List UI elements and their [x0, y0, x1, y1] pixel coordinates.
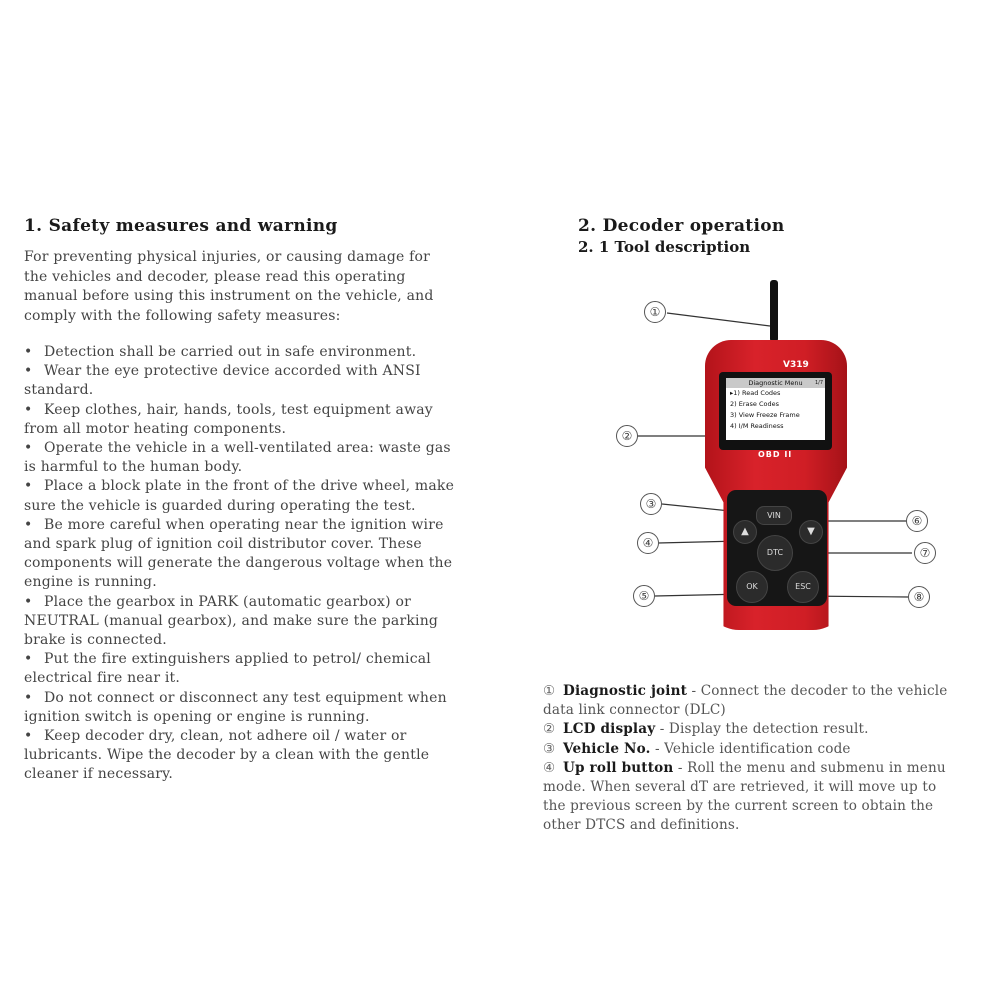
bullet-text: sure the vehicle is guarded during operating the test. [24, 497, 416, 514]
dtc-button: DTC [757, 535, 793, 571]
intro-line: comply with the following safety measures: [24, 307, 341, 324]
up-arrow-button: ▲ [733, 520, 757, 544]
description-term: LCD display [563, 721, 656, 738]
description-line [543, 778, 983, 797]
callout-4: ④ [637, 532, 659, 554]
callout-5: ⑤ [633, 585, 655, 607]
screen-menu-item: 2) Erase Codes [730, 400, 779, 408]
bullet-text: is harmful to the human body. [24, 459, 243, 476]
bullet-text: brake is connected. [24, 632, 167, 649]
callout-1: ① [644, 301, 666, 323]
callout-2: ② [616, 425, 638, 447]
bullet-text: Place the gearbox in PARK (automatic gearbox) or [44, 593, 411, 610]
description-line [543, 759, 983, 778]
bullet-text: standard. [24, 382, 94, 399]
lcd-screen [726, 378, 825, 440]
description-number: ② [543, 721, 556, 738]
bullet-text: cleaner if necessary. [24, 766, 174, 783]
callout-8: ⑧ [908, 586, 930, 608]
bullet-text: electrical fire near it. [24, 670, 181, 687]
bullet-text: Operate the vehicle in a well-ventilated area: waste gas [44, 440, 451, 457]
bullet-text: Keep clothes, hair, hands, tools, test equipment away [44, 401, 433, 418]
bullet-text: engine is running. [24, 574, 157, 591]
ok-button: OK [736, 571, 768, 603]
description-line [543, 797, 983, 816]
bullet-dot: • [24, 478, 33, 495]
intro-line: the vehicles and decoder, please read this operating [24, 268, 406, 285]
bullet-text: Wear the eye protective device accorded with ANSI [44, 363, 421, 380]
intro-line: For preventing physical injuries, or causing damage for [24, 249, 431, 265]
description-text: - Roll the menu and submenu in menu [673, 759, 946, 776]
bullet-dot: • [24, 728, 33, 745]
bullet-text: ignition switch is opening or engine is running. [24, 708, 370, 725]
bullet-dot: • [24, 363, 33, 380]
bullet-text: components will generate the dangerous voltage when the [24, 555, 453, 572]
intro-line: manual before using this instrument on the vehicle, and [24, 288, 434, 304]
bullet-text: and spark plug of ignition coil distributor cover. These [24, 536, 422, 553]
diagnostic-cable [770, 280, 778, 342]
bullet-text: Place a block plate in the front of the drive wheel, make [44, 478, 455, 495]
bullet-dot: • [24, 689, 33, 706]
screen-menu-item: ▸1) Read Codes [730, 389, 781, 397]
bullet-text: Do not connect or disconnect any test equipment when [44, 689, 447, 706]
bullet-text: from all motor heating components. [24, 420, 287, 437]
screen-title: Diagnostic Menu [748, 379, 803, 387]
model-label: V319 [783, 360, 809, 370]
screen-menu-item: 4) I/M Readiness [730, 422, 784, 430]
bullet-text: NEUTRAL (manual gearbox), and make sure the parking [24, 612, 439, 629]
bullet-text: Put the fire extinguishers applied to petrol/ chemical [44, 651, 431, 668]
obd-scanner-illustration [620, 280, 950, 640]
obd-logo: OBD II [758, 450, 793, 459]
tool-description-subtitle: 2. 1 Tool description [578, 238, 751, 256]
description-text: other DTCS and definitions. [543, 817, 740, 834]
description-line [543, 740, 983, 759]
screen-page: 1/7 [814, 380, 823, 386]
description-text: the previous screen by the current screen to obtain the [543, 798, 934, 815]
description-number: ④ [543, 759, 556, 776]
section-1-title: 1. Safety measures and warning [24, 216, 338, 236]
bullet-dot: • [24, 344, 33, 360]
callout-6: ⑥ [906, 510, 928, 532]
down-arrow-button: ▼ [799, 520, 823, 544]
callout-3: ③ [640, 493, 662, 515]
bullet-text: Keep decoder dry, clean, not adhere oil / water or [44, 728, 407, 745]
description-text: mode. When several dT are retrieved, it will move up to [543, 779, 937, 796]
description-number: ① [543, 683, 556, 699]
description-text: data link connector (DLC) [543, 702, 726, 719]
bullet-text: Detection shall be carried out in safe environment. [44, 344, 417, 360]
bullet-dot: • [24, 401, 33, 418]
description-text: - Display the detection result. [655, 721, 869, 738]
component-descriptions [543, 682, 983, 836]
vin-button: VIN [756, 506, 792, 525]
description-line [543, 682, 983, 701]
section-2-title: 2. Decoder operation [578, 216, 785, 236]
bullet-dot: • [24, 440, 33, 457]
description-line [543, 816, 983, 835]
description-text: - Vehicle identification code [650, 740, 851, 757]
bullet-text: Be more careful when operating near the ignition wire [44, 516, 444, 533]
description-term: Diagnostic joint [563, 683, 688, 699]
screen-menu-item: 3) View Freeze Frame [730, 411, 800, 419]
description-term: Vehicle No. [563, 740, 651, 757]
esc-button: ESC [787, 571, 819, 603]
screen-header [726, 378, 825, 388]
bullet-dot: • [24, 516, 33, 533]
bullet-text: lubricants. Wipe the decoder by a clean with the gentle [24, 747, 430, 764]
bullet-dot: • [24, 593, 33, 610]
description-number: ③ [543, 740, 556, 757]
description-line [543, 720, 983, 739]
description-term: Up roll button [563, 759, 674, 776]
bullet-dot: • [24, 651, 33, 668]
description-line [543, 701, 983, 720]
callout-7: ⑦ [914, 542, 936, 564]
description-text: - Connect the decoder to the vehicle [687, 683, 948, 699]
